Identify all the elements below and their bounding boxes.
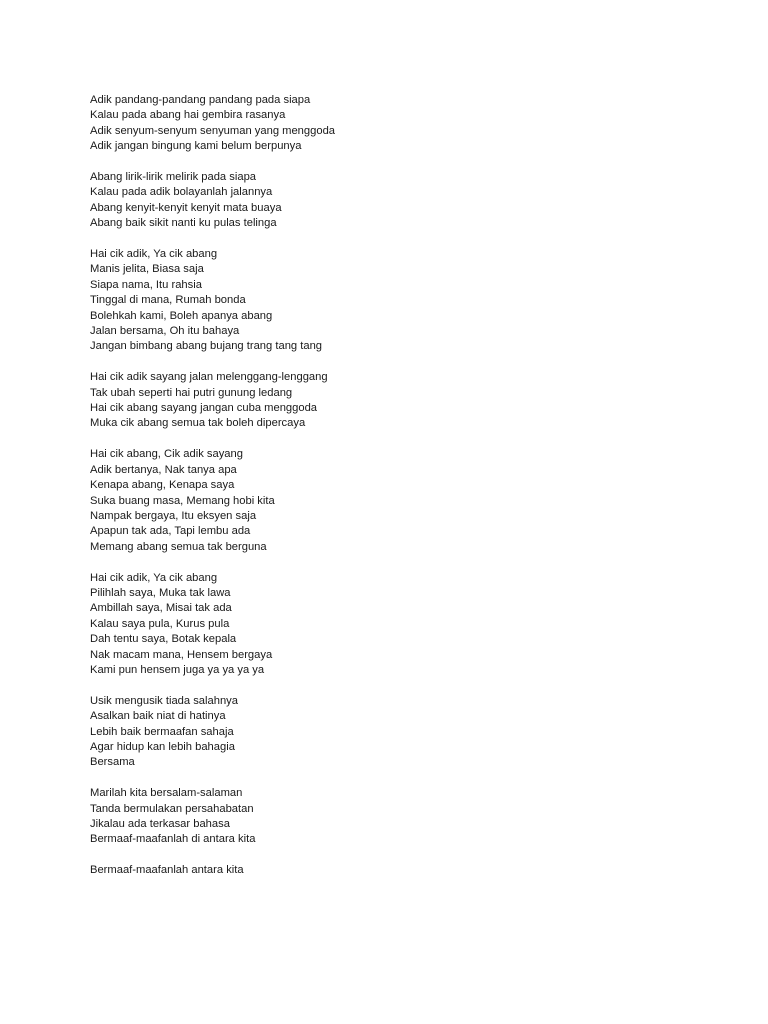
stanza (90, 863, 730, 878)
lyric-line: Memang abang semua tak berguna (90, 540, 267, 553)
lyric-line: Siapa nama, Itu rahsia (90, 278, 202, 291)
lyric-line: Abang lirik-lirik melirik pada siapa (90, 171, 257, 184)
lyric-line: Kenapa abang, Kenapa saya (90, 479, 235, 492)
lyric-line: Kalau pada abang hai gembira rasanya (90, 109, 286, 122)
lyric-line: Agar hidup kan lebih bahagia (90, 740, 235, 753)
lyric-line: Hai cik abang sayang jangan cuba menggoda (90, 402, 318, 415)
lyric-line: Jikalau ada terkasar bahasa (90, 817, 230, 830)
lyric-line: Bermaaf-maafanlah di antara kita (90, 833, 256, 846)
lyric-line: Apapun tak ada, Tapi lembu ada (90, 525, 251, 538)
lyric-line: Tak ubah seperti hai putri gunung ledang (90, 386, 293, 399)
lyric-line: Adik senyum-senyum senyuman yang menggoda (90, 124, 336, 137)
lyric-line: Pilihlah saya, Muka tak lawa (90, 586, 231, 599)
stanza (90, 571, 730, 679)
lyric-line: Marilah kita bersalam-salaman (90, 787, 243, 800)
stanza (90, 93, 730, 155)
lyric-line: Muka cik abang semua tak boleh dipercaya (90, 417, 306, 430)
stanza (90, 370, 730, 432)
lyric-line: Manis jelita, Biasa saja (90, 263, 204, 276)
lyric-line: Jalan bersama, Oh itu bahaya (90, 325, 240, 338)
lyric-line: Hai cik adik, Ya cik abang (90, 248, 218, 261)
stanza (90, 694, 730, 771)
lyric-line: Kami pun hensem juga ya ya ya ya (90, 663, 265, 676)
lyric-line: Jangan bimbang abang bujang trang tang tang (90, 340, 323, 353)
lyric-line: Asalkan baik niat di hatinya (90, 710, 226, 723)
lyric-line: Adik jangan bingung kami belum berpunya (90, 140, 302, 153)
stanza (90, 786, 730, 848)
lyric-line: Nampak bergaya, Itu eksyen saja (90, 509, 257, 522)
lyrics-page (90, 93, 730, 894)
lyric-line: Bolehkah kami, Boleh apanya abang (90, 309, 273, 322)
lyric-line: Tinggal di mana, Rumah bonda (90, 294, 246, 307)
lyric-line: Abang kenyit-kenyit kenyit mata buaya (90, 201, 282, 214)
lyric-line: Adik pandang-pandang pandang pada siapa (90, 94, 311, 106)
lyric-line: Kalau saya pula, Kurus pula (90, 617, 230, 630)
lyric-line: Abang baik sikit nanti ku pulas telinga (90, 217, 277, 230)
lyric-line: Adik bertanya, Nak tanya apa (90, 463, 237, 476)
lyric-line: Hai cik abang, Cik adik sayang (90, 448, 243, 461)
stanza (90, 247, 730, 355)
lyric-line: Hai cik adik sayang jalan melenggang-lenggang (90, 371, 328, 384)
lyric-line: Tanda bermulakan persahabatan (90, 802, 254, 815)
lyric-line: Bermaaf-maafanlah antara kita (90, 864, 244, 877)
lyric-line: Suka buang masa, Memang hobi kita (90, 494, 275, 507)
stanza (90, 170, 730, 232)
lyric-line: Nak macam mana, Hensem bergaya (90, 648, 273, 661)
lyric-line: Hai cik adik, Ya cik abang (90, 571, 218, 584)
stanza (90, 447, 730, 555)
lyric-line: Usik mengusik tiada salahnya (90, 694, 238, 707)
lyric-line: Kalau pada adik bolayanlah jalannya (90, 186, 273, 199)
lyric-line: Ambillah saya, Misai tak ada (90, 602, 232, 615)
lyric-line: Lebih baik bermaafan sahaja (90, 725, 234, 738)
lyric-line: Dah tentu saya, Botak kepala (90, 633, 237, 646)
lyric-line: Bersama (90, 756, 135, 769)
